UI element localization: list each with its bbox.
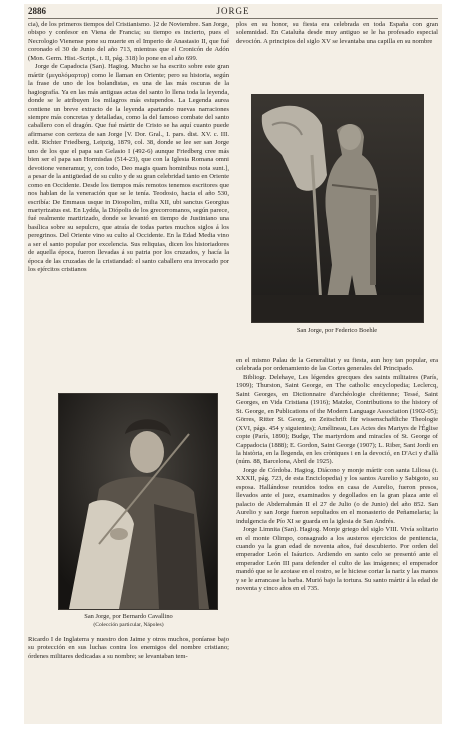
knight-horse-illustration [252, 95, 423, 322]
paragraph: Jorge de Córdoba. Hagiog. Diácono y monje mártir con santa Liliosa (t. XXXII, pág. 723, de esta Enciclopedia) y los santos Aurelio y Sabigoto, su esposa. Hallándose reunidos todos en casa de Aurelio, fueron presos, llevados ante el juez, examinados y degollados en la gran plaza ante el palacio de Abderrahmán II el 27 de Julio (o de Junio) del año 852. San Aurelio y san Jorge fueron sepultados en el monasterio de Peñamelaria; la indulgencia de Pío XI se guarda en la iglesia de San Andrés. [236, 466, 438, 525]
page-number: 2886 [28, 6, 46, 16]
paragraph: plos en su honor, su fiesta era celebrada en toda España con gran solemnidad. En Cataluña desde muy antiguo se le ha profesado especial devoción. A principios del siglo XV se levantaba una capilla en su nombre [236, 21, 438, 45]
running-head-word: JORGE [216, 6, 250, 16]
caption-subtext: (Colección particular, Nápoles) [93, 622, 164, 628]
paragraph: en el mismo Palau de la Generalitat y su fiesta, aun hoy tan popular, era celebrada por ordenamiento de las Cortes generales del Principado. [236, 357, 438, 373]
column-left-top [28, 21, 229, 389]
photo-san-jorge-boehle [251, 94, 424, 323]
caption-right-photo [236, 327, 438, 335]
header-rule [28, 18, 438, 19]
column-left-bottom [28, 636, 229, 722]
caption-text: San Jorge, por Bernardo Cavallino [84, 613, 173, 620]
paragraph: Jorge Limnita (San). Hagiog. Monje griego del siglo VIII. Vivía solitario en el monte Olimpo, consagrado a los austeros ejercicios de penitencia, cuando ya la gran edad de noventa años, fué descubierto. Por orden del emperador León el Isáurico. Ardiendo en santo celo se presentó ante el emperador León III para defender el culto de las imágenes; el emperador mandó que se le azotase en el rostro, se le hiciese cortar la nariz y las manos y se le arrancase la barba. Murió bajo la tortura. Su santo mártir á la edad de noventa y cinco años en el 735. [236, 526, 438, 593]
photo-san-jorge-cavallino [58, 393, 218, 610]
running-header [24, 4, 442, 18]
encyclopedia-page [24, 4, 442, 724]
paragraph: cia), de los primeros tiempos del Cristianismo. }2 de Noviembre. San Jorge, obispo y confesor en Viena de Francia; su tiempo es incierto, pues el Necrologio Vienense pone su muerte en el Imperio de Anastasio II, que fué coronado el 30 de Junio del año 713, mientras que el Cronicón de Adón (Mon. Germ. Hist.-Script., t. II, pág. 318) lo pone en el año 699. [28, 21, 229, 62]
painting-illustration [59, 394, 217, 609]
column-right-bottom [236, 357, 438, 724]
paragraph: Bibliogr. Delehaye, Les légendes grecques des saints militaires (París, 1909); Thurston, Saint George, en The catholic encyclopedia; Leclercq, Saint Georges, en Dictionnaire d'archéologie chrétienne; Tessé, Saint Georges, en Vida Cristiana (1916); Matzke, Contributions to the history of St. George, en Publications of the Modern Language Association (1902-05); Görres, Ritter St. Georg, en Zeitschrift für wissenschaftliche Theologie (XVI, págs. 454 y siguientes); Amélineau, Les Actes des Martyrs de l'Église copte (París, 1890); Budge, The martyrdom and miracles of St. George of Cappadocia (1888); E. Gordon, Saint George (1907); L. Riber, Sant Jordi en la història, en la llegenda, en les cròniques i en la devoció, en D'Aci y d'allà (núm. 88, Barcelona, Abril de 1925). [236, 373, 438, 466]
caption-left-photo [28, 613, 229, 629]
caption-text: San Jorge, por Federico Boehle [296, 327, 378, 334]
paragraph: Jorge de Capadocia (San). Hagiog. Mucho se ha escrito sobre este gran mártir (μεγαλόμαρτυρ) como le llaman en Oriente; pero su historia, según la frase de uno de los bolandistas, es una de las más oscuras de la hagiografía. Ya en las más antiguas actas del santo lo llena toda la leyenda, donde se le atribuyen los milagros más estupendos. La Legenda aurea contiene un breve extracto de la leyenda apartando nuevas narraciones siempre más concretas y detalladas, como la del famoso combate del santo caballero con el dragón. Que fué mártir de Cristo se ha aquí cuanto puede afirmarse con certeza de san Jorge [V. Dor. Gral., I. pars. dist. XV. c. III. edit. Richter Friedberg, Leipzig, 1879, col. 38, donde se lee ser san Jorge uno de los que el papa san Gelasio I (492-6) aunque Friedberg cree más bien ser el papa san Hormisdas (514-23), que con la Iglesia Romana omni devotione veneramur, y, con todo, Deo magis quam hominibus nota sunt.], a pesar de la antigüedad de su culto y de su gran celebridad tanto en Oriente como en Occidente. Desde los tiempos más remotos tenemos escritores que nos hablan de la veneración que se le tenía. Teodosio, hacia el año 530, escribía: De Emmaus usque in Diospolim, milia XII, ubi sanctus Georgius martyrizatus est. En Lydda, la Diópolis de los grecorromanos, según parece, fué realmente martirizado, donde se levantó en tiempo de Justiniano una basílica sobre su sepulcro, que atraía de todas partes muchos siglos á los peregrinos. Del Oriente vino su culto al Occidente. En la Edad Media vino a ser el santo popular por excelencia. Sus reliquias, dicen los historiadores de aquella época, fueron llevadas á su patria por los cruzados, y hacía la época de las cruzadas de la cristiandad: el santo caballero era invocado por los ejércitos cristianos [28, 63, 229, 274]
column-right-top [236, 21, 438, 92]
paragraph: Ricardo I de Inglaterra y nuestro don Jaime y otros muchos, poníanse bajo su protección en sus luchas contra los enemigos del nombre cristiano; órdenes militares dedicadas a su nombre; se levantaban tem- [28, 636, 229, 660]
